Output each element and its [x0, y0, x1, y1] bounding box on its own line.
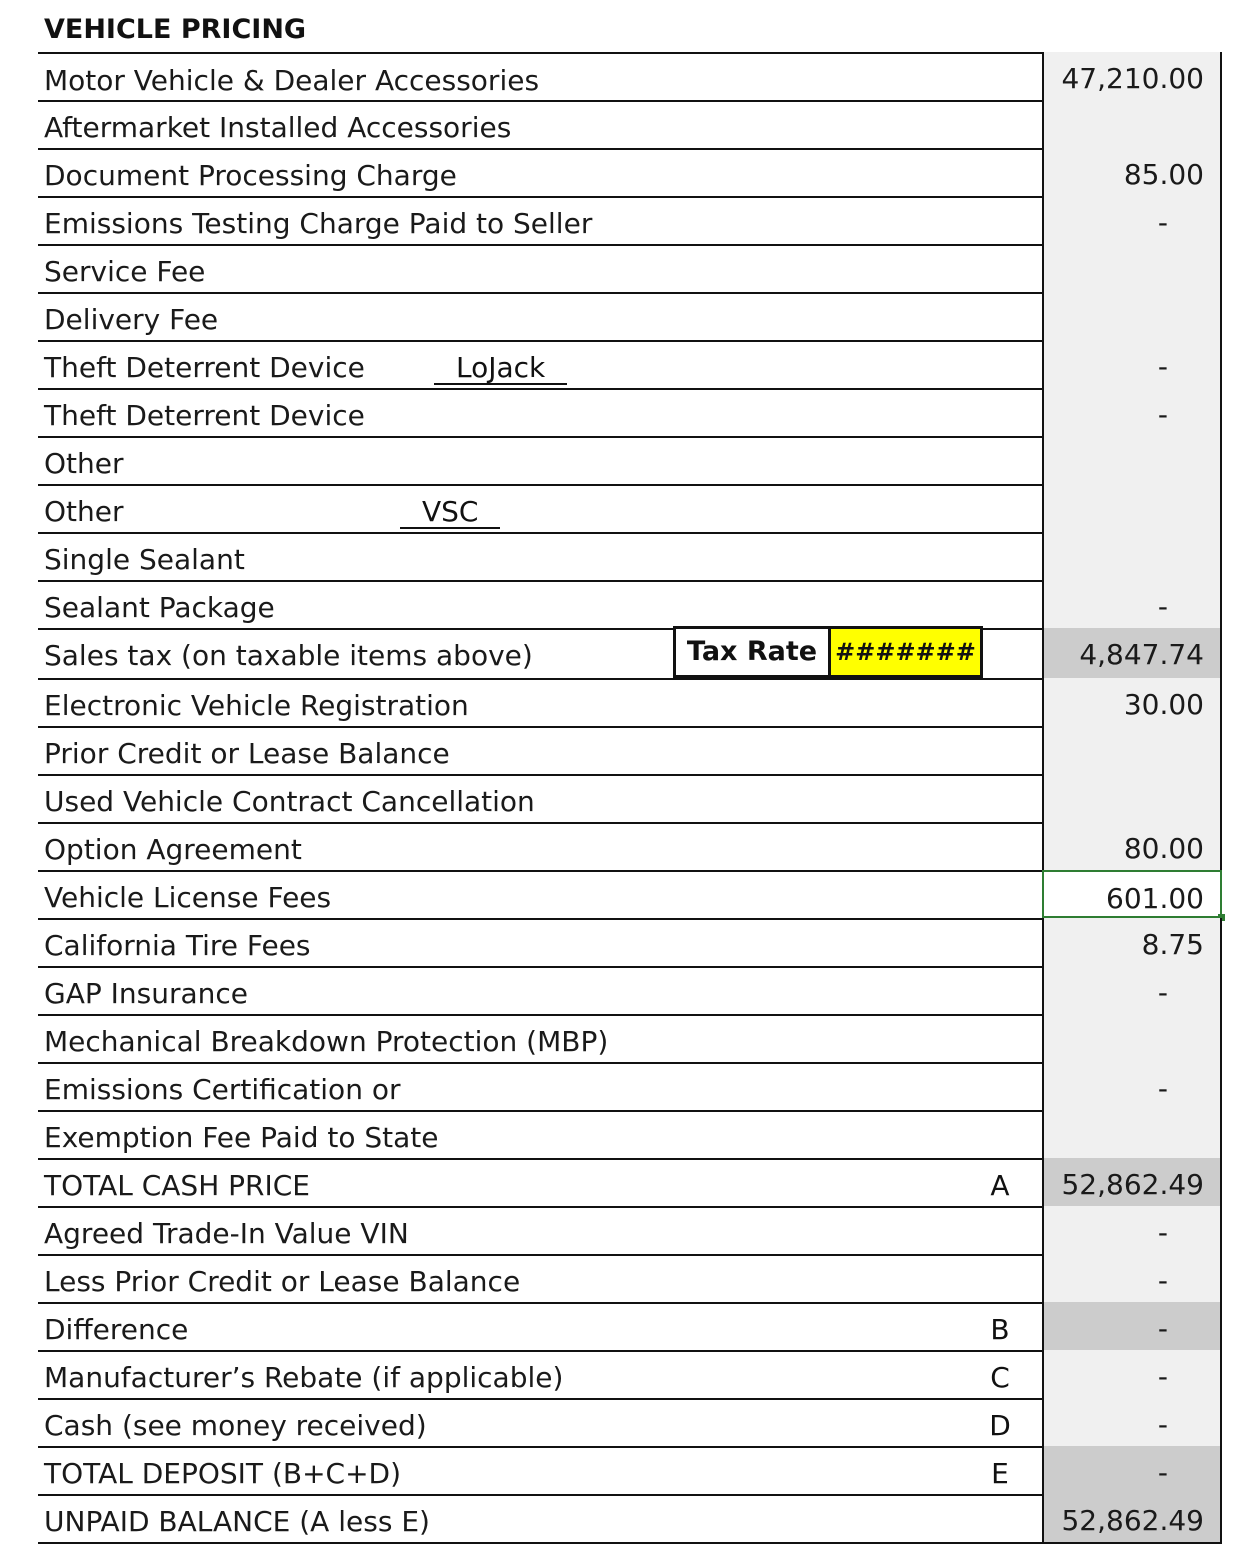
subfield-value: LoJack: [434, 353, 567, 385]
row-label: Emissions Testing Charge Paid to Seller: [44, 207, 593, 240]
amount-cell[interactable]: -: [1042, 1062, 1222, 1110]
row-difference: [38, 1304, 1222, 1352]
row-option-agreement: [38, 824, 1222, 872]
amount-cell[interactable]: -: [1042, 1446, 1222, 1494]
tax-rate-value[interactable]: #######: [831, 629, 980, 675]
row-theft-deterrent-2: [38, 390, 1222, 438]
amount-cell[interactable]: -: [1042, 1398, 1222, 1446]
section-title: VEHICLE PRICING: [44, 14, 307, 45]
row-aftermarket-accessories: [38, 102, 1222, 150]
amount-cell[interactable]: [1042, 100, 1222, 148]
amount-cell[interactable]: -: [1042, 340, 1222, 388]
row-tire-fees: [38, 920, 1222, 968]
theft-device-subfield[interactable]: [434, 342, 567, 388]
amount-cell[interactable]: [1042, 436, 1222, 484]
amount-cell[interactable]: [1042, 1110, 1222, 1158]
row-document-processing: [38, 150, 1222, 198]
row-label: Agreed Trade-In Value VIN: [44, 1217, 409, 1250]
row-label: Less Prior Credit or Lease Balance: [44, 1265, 521, 1298]
row-label: Motor Vehicle & Dealer Accessories: [44, 64, 540, 97]
row-label: Sealant Package: [44, 591, 275, 624]
row-label: Option Agreement: [44, 833, 302, 866]
row-cash: [38, 1400, 1222, 1448]
row-letter: A: [990, 1169, 1010, 1202]
row-label: UNPAID BALANCE (A less E): [44, 1505, 430, 1538]
row-label: Delivery Fee: [44, 303, 219, 336]
row-label: Service Fee: [44, 255, 206, 288]
amount-cell[interactable]: -: [1042, 1302, 1222, 1350]
row-total-deposit: [38, 1448, 1222, 1496]
row-license-fees: [38, 872, 1222, 920]
row-delivery-fee: [38, 294, 1222, 342]
amount-cell[interactable]: 52,862.49: [1042, 1494, 1222, 1542]
row-trade-in-value: [38, 1208, 1222, 1256]
row-label: Electronic Vehicle Registration: [44, 689, 469, 722]
row-label: Sales tax (on taxable items above): [44, 639, 533, 672]
row-sales-tax: [38, 630, 1222, 680]
row-label: GAP Insurance: [44, 977, 249, 1010]
row-other-2: [38, 486, 1222, 534]
row-letter: D: [989, 1409, 1011, 1442]
amount-cell[interactable]: 85.00: [1042, 148, 1222, 196]
row-contract-cancellation: [38, 776, 1222, 824]
row-motor-vehicle: [38, 52, 1222, 102]
amount-cell[interactable]: -: [1042, 1350, 1222, 1398]
row-gap-insurance: [38, 968, 1222, 1016]
row-label: Used Vehicle Contract Cancellation: [44, 785, 535, 818]
row-exemption-fee: [38, 1112, 1222, 1160]
amount-cell[interactable]: 30.00: [1042, 678, 1222, 726]
amount-cell[interactable]: 47,210.00: [1042, 52, 1222, 102]
amount-cell[interactable]: 8.75: [1042, 918, 1222, 966]
row-unpaid-balance: [38, 1496, 1222, 1544]
amount-cell[interactable]: -: [1042, 580, 1222, 628]
amount-cell[interactable]: -: [1042, 1206, 1222, 1254]
tax-rate-box: [673, 626, 983, 678]
row-total-cash-price: [38, 1160, 1222, 1208]
row-label: Vehicle License Fees: [44, 881, 332, 914]
amount-cell[interactable]: [1042, 244, 1222, 292]
pricing-table: [38, 52, 1222, 1544]
row-other-1: [38, 438, 1222, 486]
amount-cell[interactable]: [1042, 726, 1222, 774]
row-label: Prior Credit or Lease Balance: [44, 737, 450, 770]
amount-cell[interactable]: -: [1042, 196, 1222, 244]
row-label: Other: [44, 495, 124, 528]
amount-cell[interactable]: -: [1042, 1254, 1222, 1302]
row-label: Theft Deterrent Device: [44, 399, 365, 432]
row-label: TOTAL CASH PRICE: [44, 1169, 310, 1202]
row-emissions-testing: [38, 198, 1222, 246]
row-label: Exemption Fee Paid to State: [44, 1121, 439, 1154]
row-electronic-registration: [38, 680, 1222, 728]
amount-cell[interactable]: [1042, 484, 1222, 532]
row-label: Cash (see money received): [44, 1409, 427, 1442]
row-label: Single Sealant: [44, 543, 245, 576]
amount-cell-selected[interactable]: 601.00: [1042, 870, 1222, 918]
row-label: Manufacturer’s Rebate (if applicable): [44, 1361, 564, 1394]
row-label: Emissions Certification or: [44, 1073, 401, 1106]
amount-cell[interactable]: 4,847.74: [1042, 628, 1222, 678]
row-letter: C: [990, 1361, 1010, 1394]
row-theft-deterrent-1: [38, 342, 1222, 390]
amount-cell[interactable]: 52,862.49: [1042, 1158, 1222, 1206]
row-label: Difference: [44, 1313, 189, 1346]
amount-cell[interactable]: 80.00: [1042, 822, 1222, 870]
row-less-prior-credit: [38, 1256, 1222, 1304]
row-label: Document Processing Charge: [44, 159, 457, 192]
row-label: Other: [44, 447, 124, 480]
tax-rate-label: Tax Rate: [676, 629, 831, 675]
row-single-sealant: [38, 534, 1222, 582]
row-label: Theft Deterrent Device: [44, 351, 365, 384]
row-emissions-certification: [38, 1064, 1222, 1112]
other-subfield[interactable]: [400, 486, 500, 532]
row-prior-credit: [38, 728, 1222, 776]
row-letter: B: [990, 1313, 1010, 1346]
amount-cell[interactable]: [1042, 532, 1222, 580]
row-mbp: [38, 1016, 1222, 1064]
row-label: TOTAL DEPOSIT (B+C+D): [44, 1457, 402, 1490]
amount-cell[interactable]: -: [1042, 388, 1222, 436]
row-letter: E: [991, 1457, 1009, 1490]
amount-cell[interactable]: [1042, 292, 1222, 340]
row-manufacturer-rebate: [38, 1352, 1222, 1400]
amount-cell[interactable]: [1042, 774, 1222, 822]
amount-cell[interactable]: [1042, 1014, 1222, 1062]
row-service-fee: [38, 246, 1222, 294]
row-label: Aftermarket Installed Accessories: [44, 111, 512, 144]
row-label: Mechanical Breakdown Protection (MBP): [44, 1025, 609, 1058]
row-sealant-package: [38, 582, 1222, 630]
amount-cell[interactable]: -: [1042, 966, 1222, 1014]
subfield-value: VSC: [400, 497, 500, 529]
row-label: California Tire Fees: [44, 929, 311, 962]
